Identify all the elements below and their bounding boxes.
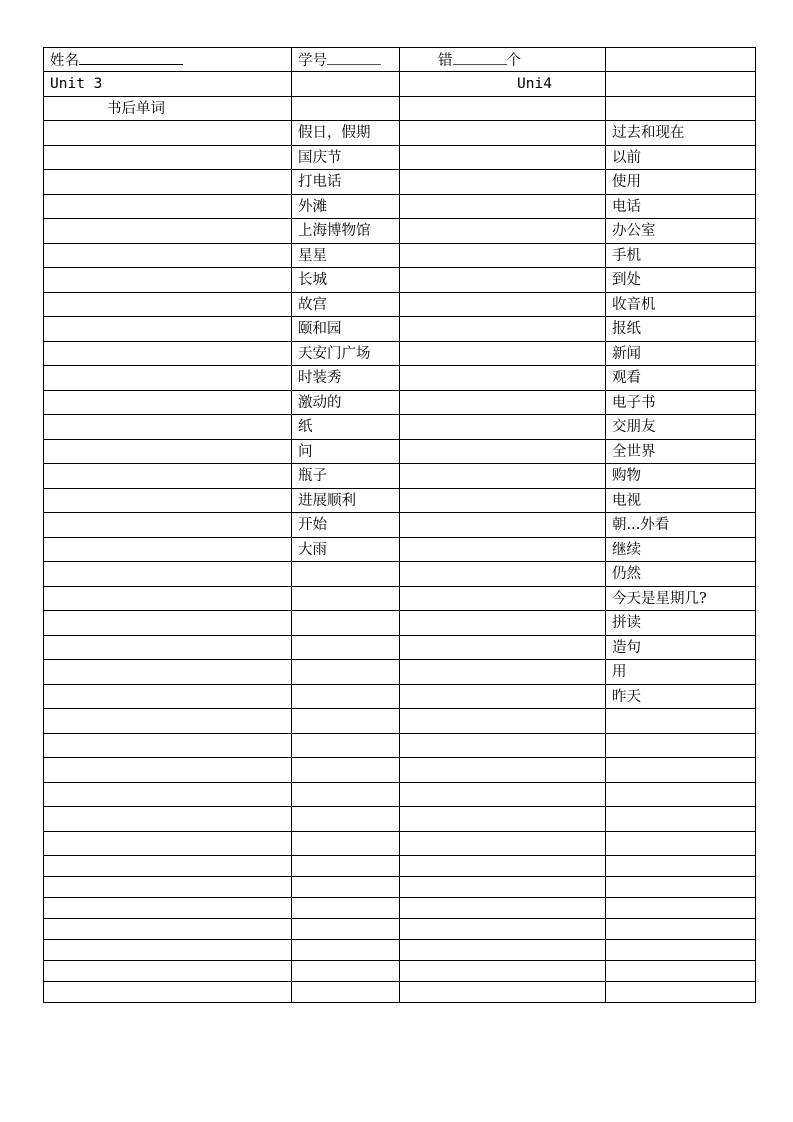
unit4-word: 电子书 bbox=[606, 391, 756, 415]
empty-cell bbox=[292, 734, 400, 758]
error-count-cell[interactable] bbox=[400, 48, 606, 72]
empty-cell bbox=[606, 832, 756, 856]
unit3-word: 上海博物馆 bbox=[292, 219, 400, 244]
answer-cell[interactable] bbox=[44, 170, 292, 195]
empty-cell bbox=[606, 72, 756, 97]
table-row bbox=[44, 464, 756, 489]
empty-cell bbox=[292, 685, 400, 709]
unit3-label: Unit 3 bbox=[44, 72, 292, 97]
unit4-word: 使用 bbox=[606, 170, 756, 195]
answer-cell[interactable] bbox=[44, 734, 292, 758]
empty-cell bbox=[292, 562, 400, 587]
answer-cell[interactable] bbox=[44, 562, 292, 587]
student-id-label: 学号 bbox=[298, 52, 327, 69]
unit4-word: 电视 bbox=[606, 489, 756, 513]
table-row bbox=[44, 660, 756, 685]
table-row bbox=[44, 146, 756, 170]
table-row bbox=[44, 170, 756, 195]
answer-cell[interactable] bbox=[44, 293, 292, 317]
empty-cell bbox=[292, 898, 400, 919]
table-row bbox=[44, 832, 756, 856]
table-row bbox=[44, 513, 756, 538]
answer-cell[interactable] bbox=[44, 513, 292, 538]
empty-cell bbox=[292, 611, 400, 636]
unit4-word: 交朋友 bbox=[606, 415, 756, 440]
unit3-word: 打电话 bbox=[292, 170, 400, 195]
answer-cell[interactable] bbox=[400, 195, 606, 219]
empty-cell bbox=[606, 709, 756, 734]
empty-cell bbox=[292, 709, 400, 734]
name-label: 姓名 bbox=[50, 52, 79, 69]
answer-cell[interactable] bbox=[44, 317, 292, 342]
answer-cell[interactable] bbox=[400, 611, 606, 636]
table-row bbox=[44, 758, 756, 783]
error-count-blank[interactable] bbox=[453, 52, 507, 65]
unit4-word: 新闻 bbox=[606, 342, 756, 366]
answer-cell[interactable] bbox=[400, 709, 606, 734]
empty-cell bbox=[292, 587, 400, 611]
empty-cell bbox=[292, 919, 400, 940]
answer-cell[interactable] bbox=[400, 366, 606, 391]
answer-cell[interactable] bbox=[44, 489, 292, 513]
unit4-word: 造句 bbox=[606, 636, 756, 660]
header-empty-cell bbox=[606, 48, 756, 72]
table-row bbox=[44, 366, 756, 391]
answer-cell[interactable] bbox=[44, 219, 292, 244]
answer-cell[interactable] bbox=[44, 982, 292, 1003]
answer-cell[interactable] bbox=[44, 391, 292, 415]
table-row bbox=[44, 195, 756, 219]
empty-cell bbox=[606, 783, 756, 807]
empty-cell bbox=[606, 877, 756, 898]
empty-cell bbox=[292, 758, 400, 783]
table-row bbox=[44, 587, 756, 611]
answer-cell[interactable] bbox=[44, 898, 292, 919]
unit3-word: 故宫 bbox=[292, 293, 400, 317]
answer-cell[interactable] bbox=[44, 783, 292, 807]
unit4-word: 仍然 bbox=[606, 562, 756, 587]
unit4-word: 购物 bbox=[606, 464, 756, 489]
answer-cell[interactable] bbox=[400, 440, 606, 464]
table-row bbox=[44, 636, 756, 660]
answer-cell[interactable] bbox=[400, 961, 606, 982]
unit4-word: 到处 bbox=[606, 268, 756, 293]
table-row bbox=[44, 783, 756, 807]
answer-cell[interactable] bbox=[400, 342, 606, 366]
unit3-word: 大雨 bbox=[292, 538, 400, 562]
empty-cell bbox=[606, 758, 756, 783]
answer-cell[interactable] bbox=[44, 244, 292, 268]
answer-cell[interactable] bbox=[44, 342, 292, 366]
answer-cell[interactable] bbox=[400, 219, 606, 244]
answer-cell[interactable] bbox=[400, 464, 606, 489]
table-row bbox=[44, 856, 756, 877]
answer-cell[interactable] bbox=[44, 440, 292, 464]
answer-cell[interactable] bbox=[400, 415, 606, 440]
unit4-word: 观看 bbox=[606, 366, 756, 391]
unit3-word: 国庆节 bbox=[292, 146, 400, 170]
unit3-word: 星星 bbox=[292, 244, 400, 268]
answer-cell[interactable] bbox=[44, 919, 292, 940]
answer-cell[interactable] bbox=[44, 611, 292, 636]
table-row bbox=[44, 342, 756, 366]
empty-cell bbox=[292, 832, 400, 856]
empty-cell bbox=[292, 636, 400, 660]
empty-cell bbox=[292, 807, 400, 832]
answer-cell[interactable] bbox=[44, 685, 292, 709]
table-row bbox=[44, 961, 756, 982]
unit4-word: 朝...外看 bbox=[606, 513, 756, 538]
table-row bbox=[44, 440, 756, 464]
unit3-word: 进展顺利 bbox=[292, 489, 400, 513]
empty-cell bbox=[292, 982, 400, 1003]
unit4-word: 过去和现在 bbox=[606, 121, 756, 146]
empty-cell bbox=[292, 856, 400, 877]
answer-cell[interactable] bbox=[400, 940, 606, 961]
answer-cell[interactable] bbox=[400, 293, 606, 317]
vocabulary-table bbox=[43, 47, 756, 1003]
answer-cell[interactable] bbox=[44, 121, 292, 146]
table-row bbox=[44, 982, 756, 1003]
empty-cell bbox=[606, 940, 756, 961]
empty-cell bbox=[606, 982, 756, 1003]
answer-cell[interactable] bbox=[44, 877, 292, 898]
answer-cell[interactable] bbox=[44, 636, 292, 660]
answer-cell[interactable] bbox=[44, 195, 292, 219]
answer-cell[interactable] bbox=[44, 856, 292, 877]
answer-cell[interactable] bbox=[400, 587, 606, 611]
unit4-word: 昨天 bbox=[606, 685, 756, 709]
table-row bbox=[44, 391, 756, 415]
section-row bbox=[44, 97, 756, 121]
name-blank[interactable] bbox=[79, 52, 183, 65]
empty-cell bbox=[606, 856, 756, 877]
unit3-word: 颐和园 bbox=[292, 317, 400, 342]
answer-cell[interactable] bbox=[400, 660, 606, 685]
empty-cell bbox=[606, 898, 756, 919]
table-row bbox=[44, 219, 756, 244]
empty-cell bbox=[292, 783, 400, 807]
student-id-cell[interactable] bbox=[292, 48, 400, 72]
unit3-word: 天安门广场 bbox=[292, 342, 400, 366]
answer-cell[interactable] bbox=[400, 807, 606, 832]
answer-cell[interactable] bbox=[400, 538, 606, 562]
table-row bbox=[44, 611, 756, 636]
table-row bbox=[44, 415, 756, 440]
answer-cell[interactable] bbox=[44, 366, 292, 391]
table-row bbox=[44, 807, 756, 832]
table-row bbox=[44, 685, 756, 709]
answer-cell[interactable] bbox=[400, 832, 606, 856]
answer-cell[interactable] bbox=[44, 415, 292, 440]
unit4-word: 拼读 bbox=[606, 611, 756, 636]
answer-cell[interactable] bbox=[44, 807, 292, 832]
unit4-word: 收音机 bbox=[606, 293, 756, 317]
empty-cell bbox=[292, 961, 400, 982]
answer-cell[interactable] bbox=[400, 170, 606, 195]
unit3-word: 外滩 bbox=[292, 195, 400, 219]
answer-cell[interactable] bbox=[44, 940, 292, 961]
unit-row bbox=[44, 72, 756, 97]
empty-cell bbox=[606, 961, 756, 982]
answer-cell[interactable] bbox=[44, 146, 292, 170]
empty-cell bbox=[292, 940, 400, 961]
answer-cell[interactable] bbox=[400, 685, 606, 709]
answer-cell[interactable] bbox=[44, 268, 292, 293]
error-label: 错 bbox=[438, 52, 453, 69]
unit3-word: 问 bbox=[292, 440, 400, 464]
table-row bbox=[44, 562, 756, 587]
unit4-word: 办公室 bbox=[606, 219, 756, 244]
empty-cell bbox=[606, 807, 756, 832]
unit4-word: 手机 bbox=[606, 244, 756, 268]
answer-cell[interactable] bbox=[400, 268, 606, 293]
answer-cell[interactable] bbox=[44, 961, 292, 982]
answer-cell[interactable] bbox=[400, 317, 606, 342]
answer-cell[interactable] bbox=[400, 489, 606, 513]
unit4-label: Uni4 bbox=[400, 72, 606, 97]
answer-cell[interactable] bbox=[400, 244, 606, 268]
table-row bbox=[44, 293, 756, 317]
answer-cell[interactable] bbox=[44, 538, 292, 562]
error-unit: 个 bbox=[506, 52, 521, 69]
answer-cell[interactable] bbox=[400, 391, 606, 415]
answer-cell[interactable] bbox=[44, 660, 292, 685]
answer-cell[interactable] bbox=[400, 734, 606, 758]
header-row bbox=[44, 48, 756, 72]
table-row bbox=[44, 734, 756, 758]
table-row bbox=[44, 940, 756, 961]
empty-cell bbox=[606, 734, 756, 758]
answer-cell[interactable] bbox=[44, 709, 292, 734]
empty-cell bbox=[292, 97, 400, 121]
empty-cell bbox=[292, 72, 400, 97]
table-row bbox=[44, 244, 756, 268]
unit4-word: 报纸 bbox=[606, 317, 756, 342]
table-row bbox=[44, 898, 756, 919]
answer-cell[interactable] bbox=[400, 513, 606, 538]
empty-cell bbox=[606, 97, 756, 121]
answer-cell[interactable] bbox=[400, 877, 606, 898]
unit3-word: 长城 bbox=[292, 268, 400, 293]
empty-cell bbox=[400, 97, 606, 121]
unit4-word: 全世界 bbox=[606, 440, 756, 464]
unit4-word: 电话 bbox=[606, 195, 756, 219]
answer-cell[interactable] bbox=[400, 636, 606, 660]
table-row bbox=[44, 268, 756, 293]
answer-cell[interactable] bbox=[400, 758, 606, 783]
unit3-word: 时装秀 bbox=[292, 366, 400, 391]
unit4-word: 以前 bbox=[606, 146, 756, 170]
unit4-word: 今天是星期几? bbox=[606, 587, 756, 611]
table-row bbox=[44, 538, 756, 562]
empty-cell bbox=[292, 660, 400, 685]
unit3-word: 假日，假期 bbox=[292, 121, 400, 146]
answer-cell[interactable] bbox=[400, 562, 606, 587]
answer-cell[interactable] bbox=[44, 587, 292, 611]
table-row bbox=[44, 709, 756, 734]
answer-cell[interactable] bbox=[400, 919, 606, 940]
table-row bbox=[44, 317, 756, 342]
answer-cell[interactable] bbox=[400, 146, 606, 170]
answer-cell[interactable] bbox=[400, 856, 606, 877]
answer-cell[interactable] bbox=[44, 758, 292, 783]
table-row bbox=[44, 919, 756, 940]
unit4-word: 用 bbox=[606, 660, 756, 685]
answer-cell[interactable] bbox=[44, 464, 292, 489]
unit3-word: 开始 bbox=[292, 513, 400, 538]
empty-cell bbox=[292, 877, 400, 898]
unit3-word: 激动的 bbox=[292, 391, 400, 415]
answer-cell[interactable] bbox=[400, 121, 606, 146]
answer-cell[interactable] bbox=[44, 832, 292, 856]
answer-cell[interactable] bbox=[400, 982, 606, 1003]
unit3-word: 瓶子 bbox=[292, 464, 400, 489]
unit3-word: 纸 bbox=[292, 415, 400, 440]
table-row bbox=[44, 121, 756, 146]
section-label: 书后单词 bbox=[44, 97, 292, 121]
answer-cell[interactable] bbox=[400, 898, 606, 919]
answer-cell[interactable] bbox=[400, 783, 606, 807]
table-row bbox=[44, 877, 756, 898]
empty-cell bbox=[606, 919, 756, 940]
unit4-word: 继续 bbox=[606, 538, 756, 562]
table-row bbox=[44, 489, 756, 513]
student-id-blank[interactable] bbox=[327, 52, 381, 65]
name-cell[interactable] bbox=[44, 48, 292, 72]
